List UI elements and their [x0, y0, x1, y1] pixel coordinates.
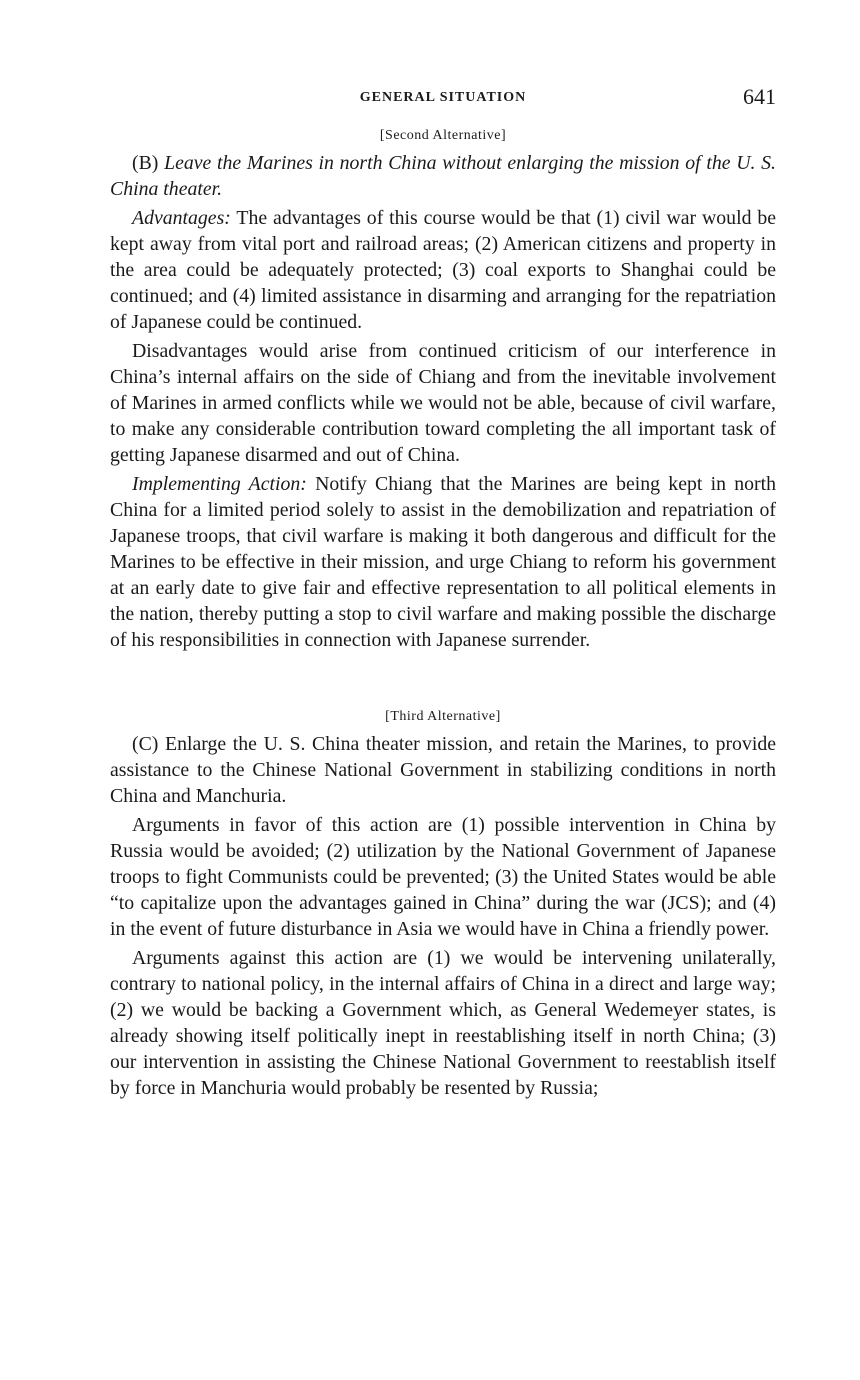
page-number: 641 — [743, 84, 776, 109]
running-title: GENERAL SITUATION — [359, 90, 527, 105]
implementing-paragraph — [110, 471, 776, 653]
third-alternative-label: [Third Alternative] — [385, 709, 501, 724]
third-alternative-heading: (C) Enlarge the U. S. China theater mission, and retain the Marines, to provide assistance to the Chinese National Government in stabilizing conditions in north China and Manchuria. — [110, 733, 776, 807]
disadvantages-paragraph: Disadvantages would arise from continued criticism of our interference in China’s internal affairs on the side of Chiang and from the inevitable involvement of Marines in armed conflicts while we would not be able, because of civil warfare, to make any considerable contribution toward completing the all important task of getting Japanese disarmed and out of China. — [110, 340, 776, 466]
heading-text: Leave the Marines in north China without enlarging the mission of the U. S. China theater. — [110, 152, 777, 200]
advantages-label: Advantages: — [132, 207, 231, 229]
running-head — [110, 84, 776, 114]
second-alternative-heading — [110, 150, 776, 202]
document-page — [110, 84, 776, 1101]
arguments-in-favor-paragraph: Arguments in favor of this action are (1) possible intervention in China by Russia would be avoided; (2) utilization by the National Government of Japanese troops to fight Communists could be prevented; (3) the United States would be able “to capitalize upon the advantages gained in China” during the war (JCS); and (4) in the event of future disturbance in Asia we would have in China a friendly power. — [110, 814, 776, 940]
advantages-text: The advantages of this course would be that (1) civil war would be kept away from vital port and railroad areas; (2) American citizens and property in the area could be adequately protected; (3) coal exports to Shanghai could be continued; and (4) limited assistance in disarming and arranging for the repatriation of Japanese could be continued. — [110, 207, 776, 333]
implementing-text: Notify Chiang that the Marines are being kept in north China for a limited period solely to assist in the demobilization and repatriation of Japanese troops, that civil warfare is making it both dangerous and difficult for the Marines to be effective in their mission, and urge Chiang to reform his government at an early date to give fair and effective representation to all political elements in the nation, thereby putting a stop to civil warfare and making possible the discharge of his responsibilities in connection with Japanese surrender. — [110, 473, 776, 651]
arguments-against-paragraph: Arguments against this action are (1) we would be intervening unilaterally, contrary to national policy, in the internal affairs of China in a direct and large way; (2) we would be backing a Government which, as General Wedemeyer states, is already showing itself politically inept in reestablishing itself in north China; (3) our intervention in assisting the Chinese National Government to reestablish itself by force in Manchuria would probably be resented by Russia; — [110, 947, 776, 1099]
heading-letter: (B) — [132, 152, 159, 174]
implementing-label: Implementing Action: — [132, 473, 307, 495]
advantages-paragraph — [110, 205, 776, 335]
second-alternative-label: [Second Alternative] — [379, 128, 507, 143]
